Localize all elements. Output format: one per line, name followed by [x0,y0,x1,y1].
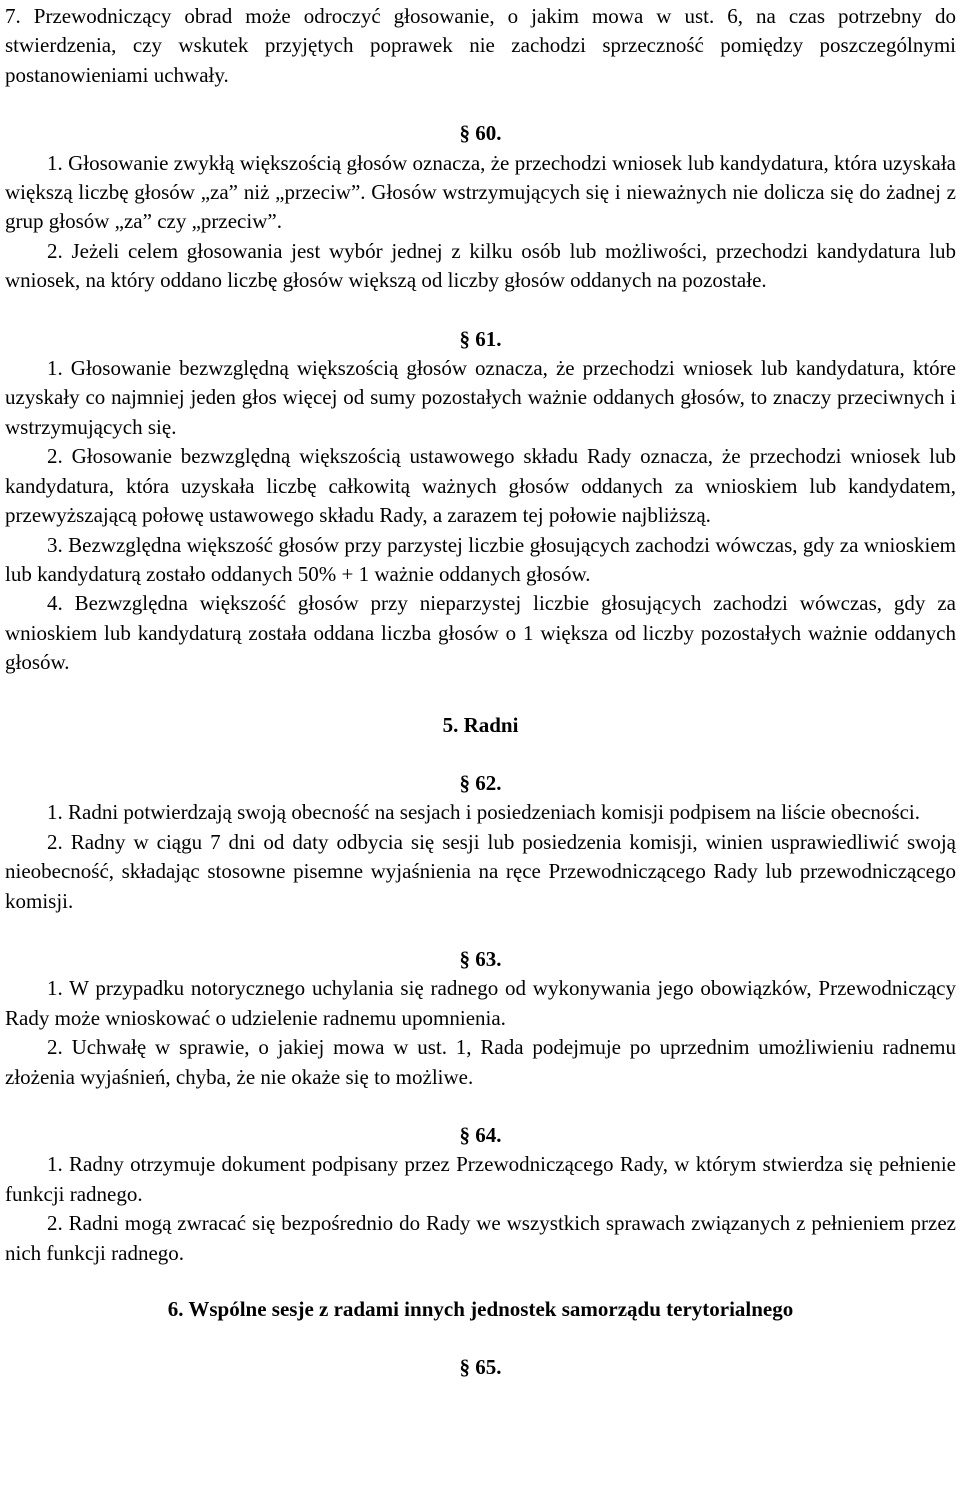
chapter-heading-6: 6. Wspólne sesje z radami innych jednostek samorządu terytorialnego [167,1297,794,1322]
paragraph-61-3: 3. Bezwzględna większość głosów przy parzystej liczbie głosujących zachodzi wówczas, gdy za wnioskiem lub kandydaturą zostało oddanych 50% + 1 ważnie oddanych głosów. [5,532,956,586]
paragraph-60-2: 2. Jeżeli celem głosowania jest wybór jednej z kilku osób lub możliwości, przechodzi kandydatura lub wniosek, na który oddano liczbę głosów większą od liczby głosów oddanych na pozostałe. [5,238,956,293]
paragraph-61-2: 2. Głosowanie bezwzględną większością ustawowego składu Rady oznacza, że przechodzi wniosek lub kandydatura, która uzyskała liczbę całkowitą ważnych głosów oddanych za wnioskiem lub kandydatem, przewyższającą połowę ustawowego składu Rady, a zarazem tej połowie najbliższą. [5,444,956,528]
chapter-heading-5: 5. Radni [442,712,519,737]
paragraph-63-1: 1. W przypadku notorycznego uchylania się radnego od wykonywania jego obowiązków, Przewodniczący Rady może wnioskować o udzielenie radnemu upomnienia. [5,976,956,1030]
paragraph-63-2: 2. Uchwałę w sprawie, o jakiej mowa w ust. 1, Rada podejmuje po uprzednim umożliwieniu radnemu złożenia wyjaśnień, chyba, że nie okaże się to możliwe. [5,1035,956,1089]
paragraph-62-2: 2. Radny w ciągu 7 dni od daty odbycia się sesji lub posiedzenia komisji, winien usprawiedliwić swoją nieobecność, składając stosowne pisemne wyjaśnienia na ręce Przewodniczącego Rady lub przewodniczącego komisji. [5,829,956,913]
section-heading-63: § 63. [459,946,502,971]
section-heading-60: § 60. [459,121,502,146]
section-heading-64: § 64. [459,1123,502,1147]
paragraph-60-1: 1. Głosowanie zwykłą większością głosów oznacza, że przechodzi wniosek lub kandydatura, która uzyskała większą liczbę głosów „za” niż „przeciw”. Głosów wstrzymujących się i nieważnych nie dolicza się do żadnej z grup głosów „za” czy „przeciw”. [5,150,956,234]
paragraph-64-1: 1. Radny otrzymuje dokument podpisany przez Przewodniczącego Rady, w którym stwierdza się pełnienie funkcji radnego. [5,1152,956,1206]
section-heading-62: § 62. [459,770,502,795]
paragraph-61-1: 1. Głosowanie bezwzględną większością głosów oznacza, że przechodzi wniosek lub kandydatura, które uzyskały co najmniej jeden głos więcej od sumy pozostałych ważnie oddanych głosów, to znaczy przeciwnych i wstrzymujących się. [5,356,956,439]
paragraph-64-2: 2. Radni mogą zwracać się bezpośrednio do Rady we wszystkich sprawach związanych z pełnieniem przez nich funkcji radnego. [5,1211,956,1265]
section-heading-61: § 61. [459,326,502,351]
section-heading-65: § 65. [459,1355,502,1380]
paragraph-61-4: 4. Bezwzględna większość głosów przy nieparzystej liczbie głosujących zachodzi wówczas, gdy za wnioskiem lub kandydaturą została oddana liczba głosów o 1 większa od liczby pozostałych ważnie oddanych głosów. [5,591,956,675]
paragraph-62-1: 1. Radni potwierdzają swoją obecność na sesjach i posiedzeniach komisji podpisem na liście obecności. [47,800,921,825]
paragraph-60-7: 7. Przewodniczący obrad może odroczyć głosowanie, o jakim mowa w ust. 6, na czas potrzebny do stwierdzenia, czy wskutek przyjętych poprawek nie zachodzi sprzeczność pomiędzy poszczególnymi postanowieniami uchwały. [5,4,956,87]
